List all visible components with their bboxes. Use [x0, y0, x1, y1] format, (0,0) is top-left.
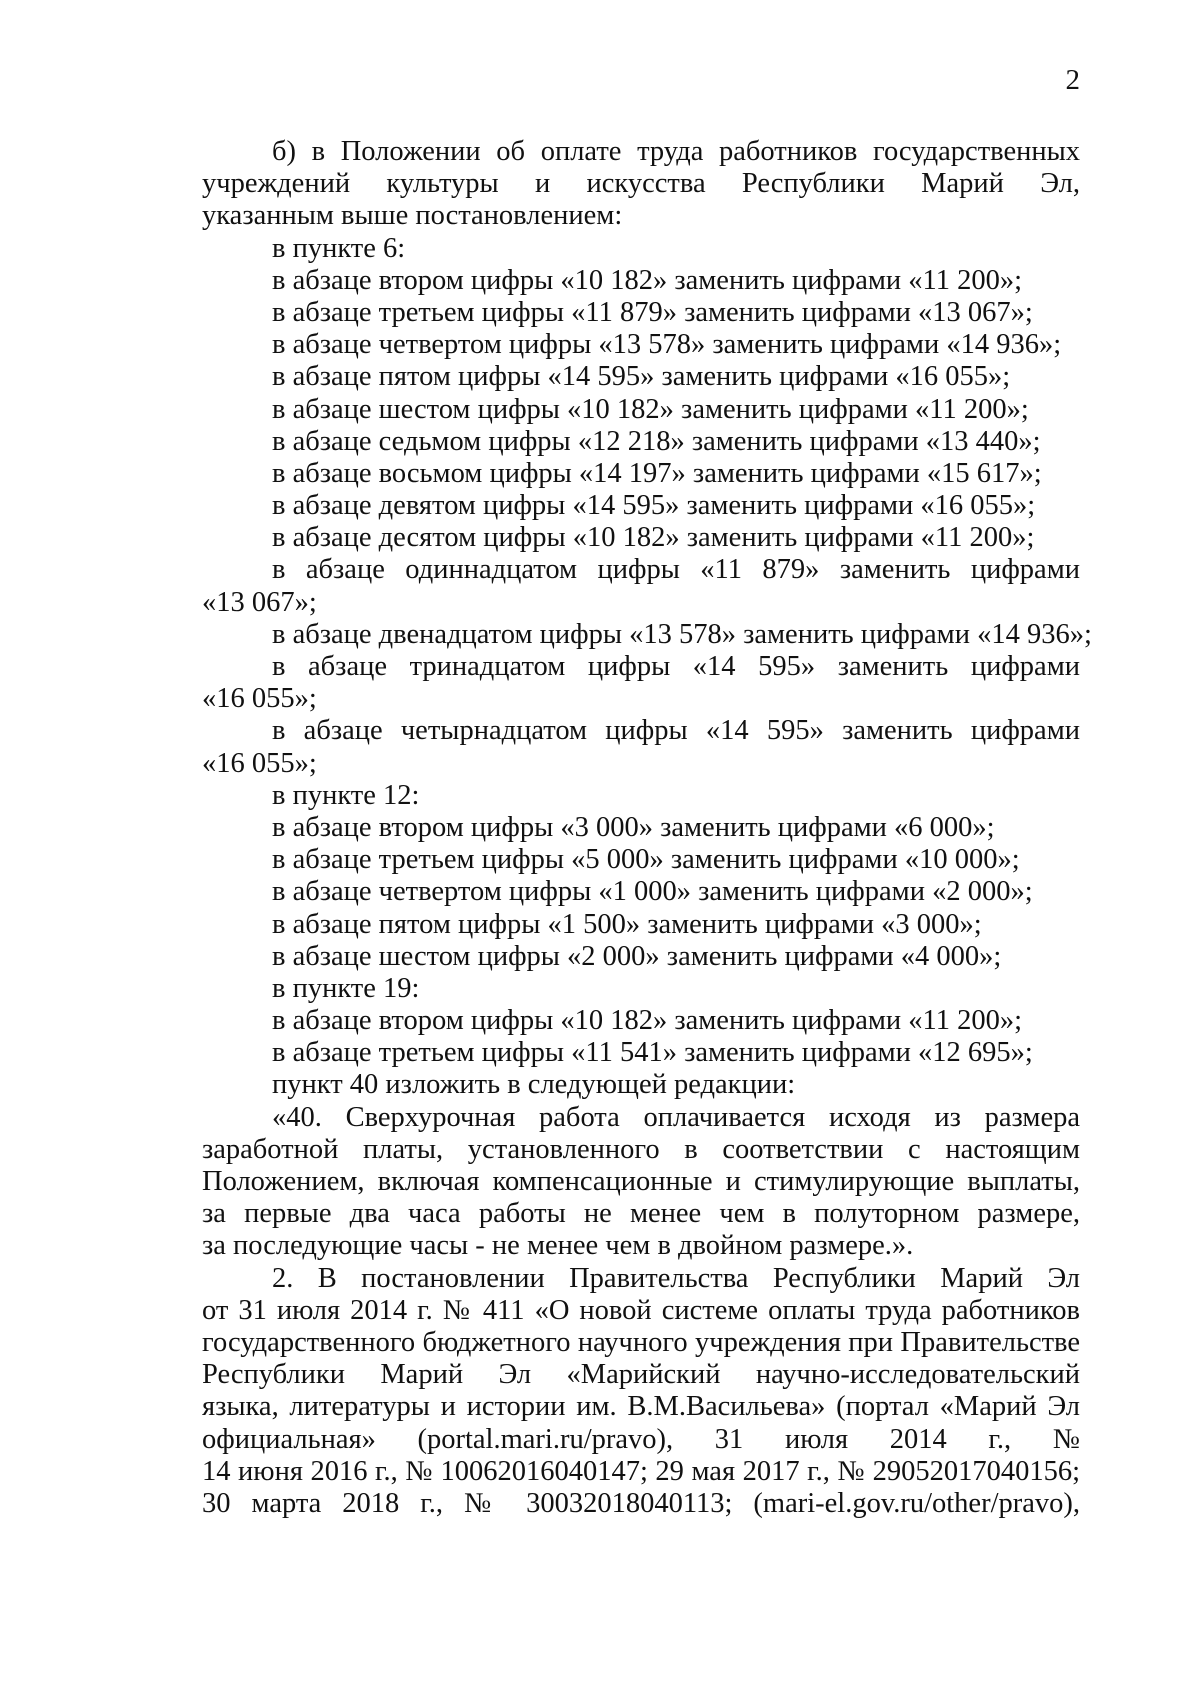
text-line: учреждений культуры и искусства Республики Марий Эл,	[202, 168, 1080, 200]
text-line: «40. Сверхурочная работа оплачивается исходя из размера	[272, 1101, 1080, 1133]
text-line: «16 055»;	[202, 683, 317, 715]
text-line: в абзаце третьем цифры «5 000» заменить цифрами «10 000»;	[272, 844, 1020, 876]
text-line: пункт 40 изложить в следующей редакции:	[272, 1069, 796, 1101]
text-line: Положением, включая компенсационные и стимулирующие выплаты,	[202, 1166, 1080, 1197]
text-line: в пункте 6:	[272, 232, 406, 264]
text-line: в абзаце двенадцатом цифры «13 578» заменить цифрами «14 936»;	[272, 618, 1092, 650]
text-line: в абзаце втором цифры «3 000» заменить цифрами «6 000»;	[272, 811, 995, 843]
text-line: 2. В постановлении Правительства Республики Марий Эл	[272, 1262, 1080, 1294]
text-line: за последующие часы - не менее чем в двойном размере.».	[202, 1230, 914, 1262]
text-line: в абзаце втором цифры «10 182» заменить цифрами «11 200»;	[272, 264, 1023, 296]
text-line: «13 067»;	[202, 586, 317, 618]
text-line: в абзаце четырнадцатом цифры «14 595» заменить цифрами	[272, 715, 1080, 747]
text-line: в пункте 19:	[272, 972, 420, 1004]
text-line: в абзаце четвертом цифры «1 000» заменить цифрами «2 000»;	[272, 876, 1033, 908]
text-line: за первые два часа работы не менее чем в полуторном размере,	[202, 1198, 1080, 1230]
text-line: указанным выше постановлением:	[202, 200, 623, 232]
text-line: в абзаце пятом цифры «14 595» заменить цифрами «16 055»;	[272, 361, 1011, 393]
text-line: 14 июня 2016 г., № 10062016040147; 29 мая 2017 г., № 29052017040156;	[202, 1455, 1080, 1487]
text-line: в абзаце шестом цифры «10 182» заменить цифрами «11 200»;	[272, 393, 1029, 425]
text-line: в абзаце седьмом цифры «12 218» заменить цифрами «13 440»;	[272, 425, 1041, 457]
text-line: в абзаце восьмом цифры «14 197» заменить цифрами «15 617»;	[272, 457, 1042, 489]
text-line: в пункте 12:	[272, 779, 420, 811]
page-number: 2	[1065, 64, 1080, 96]
text-line: государственного бюджетного научного учреждения при Правительстве	[202, 1326, 1080, 1358]
text-line: официальная» (portal.mari.ru/pravo), 31 июля 2014 г., №	[202, 1423, 1080, 1455]
text-line: языка, литературы и истории им. В.М.Васильева» (портал «Марий Эл	[202, 1391, 1080, 1423]
text-line: в абзаце тринадцатом цифры «14 595» заменить цифрами	[272, 651, 1080, 682]
text-line: от 31 июля 2014 г. № 411 «О новой системе оплаты труда работников	[202, 1294, 1080, 1326]
text-line: в абзаце третьем цифры «11 541» заменить цифрами «12 695»;	[272, 1037, 1033, 1069]
text-line: в абзаце втором цифры «10 182» заменить цифрами «11 200»;	[272, 1005, 1023, 1037]
text-line: заработной платы, установленного в соответствии с настоящим	[202, 1133, 1080, 1165]
document-body	[202, 136, 1092, 1520]
text-line: в абзаце четвертом цифры «13 578» заменить цифрами «14 936»;	[272, 329, 1062, 361]
text-line: «16 055»;	[202, 747, 317, 779]
text-line: в абзаце одиннадцатом цифры «11 879» заменить цифрами	[272, 554, 1080, 586]
text-line: в абзаце десятом цифры «10 182» заменить цифрами «11 200»;	[272, 522, 1035, 554]
text-line: в абзаце третьем цифры «11 879» заменить цифрами «13 067»;	[272, 296, 1033, 328]
text-line: в абзаце девятом цифры «14 595» заменить цифрами «16 055»;	[272, 490, 1036, 522]
text-line: Республики Марий Эл «Марийский научно-исследовательский	[202, 1359, 1080, 1391]
text-line: б) в Положении об оплате труда работников государственных	[272, 136, 1080, 167]
text-line: в абзаце шестом цифры «2 000» заменить цифрами «4 000»;	[272, 940, 1002, 972]
text-line: 30 марта 2018 г., № 30032018040113; (mari-el.gov.ru/other/pravo),	[202, 1487, 1080, 1519]
text-line: в абзаце пятом цифры «1 500» заменить цифрами «3 000»;	[272, 908, 982, 940]
